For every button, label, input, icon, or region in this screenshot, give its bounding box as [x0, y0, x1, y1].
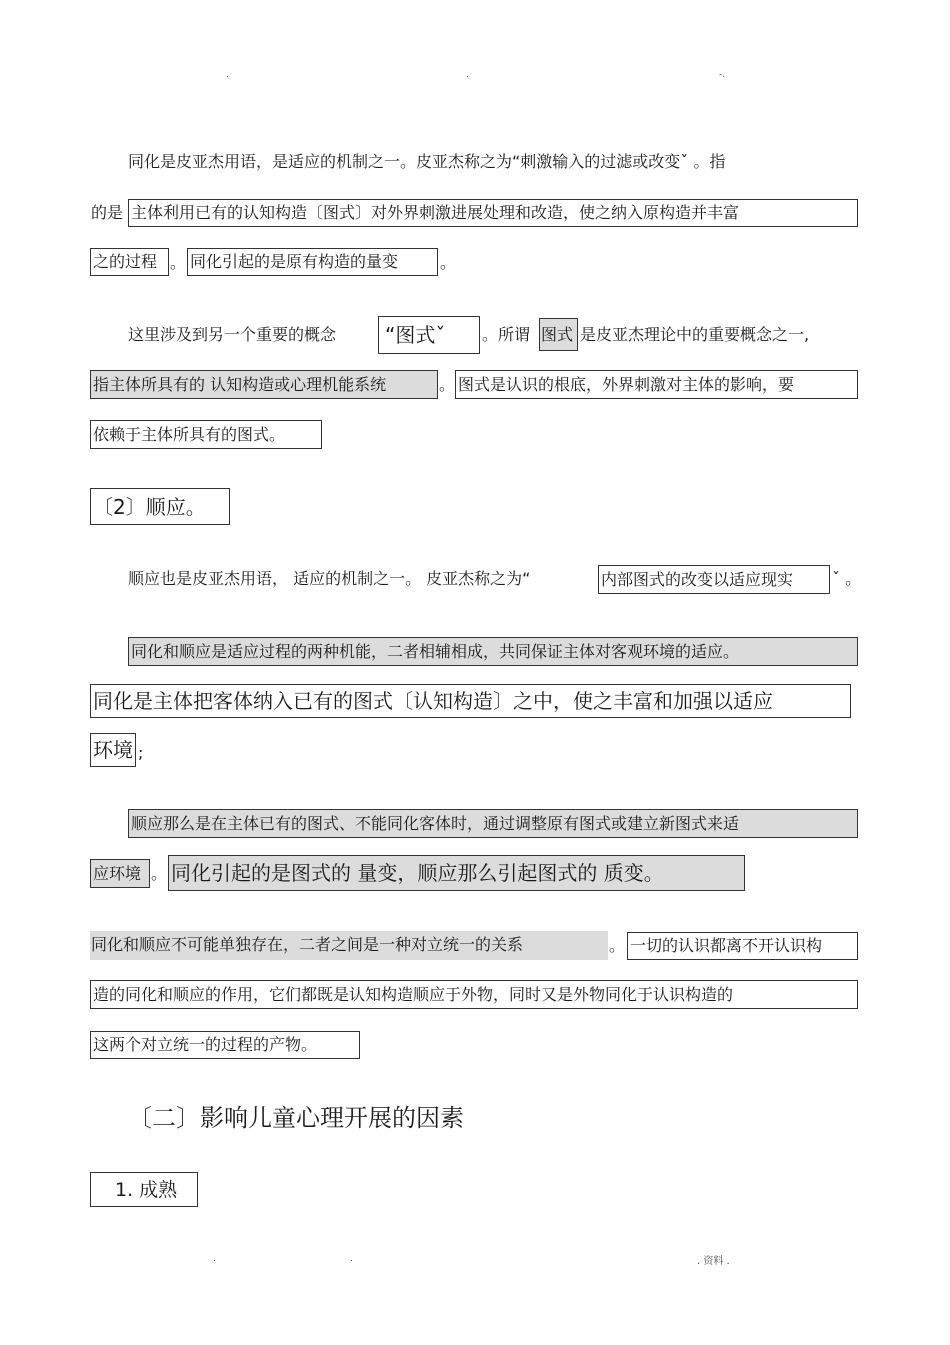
p1-box-a: [128, 199, 858, 227]
p1-line1: 同化是皮亚杰用语，是适应的机制之一。皮亚杰称之为“刺激输入的过滤或改变ˇ 。指: [128, 152, 726, 171]
p6-gray-text: 同化和顺应不可能单独存在，二者之间是一种对立统一的关系: [91, 935, 524, 954]
p4-big-text: 同化是主体把客体纳入已有的图式〔认知构造〕之中，使之丰富和加强以适应: [93, 689, 773, 713]
p5-sep: 。: [151, 864, 168, 883]
p3-box: [598, 565, 830, 594]
p6-box3: [90, 1031, 360, 1059]
p2-tail: 是皮亚杰理论中的重要概念之一,: [580, 325, 810, 344]
header-dot-1: .: [226, 70, 229, 80]
p4-gray-box: [128, 637, 858, 666]
p6-box3-text: 这两个对立统一的过程的产物。: [93, 1035, 318, 1054]
p4-tail-text: 环境: [93, 738, 133, 762]
p2-highlight-text: 图式: [541, 325, 574, 344]
p2-sep: 。: [439, 375, 456, 394]
p2-box-e: [90, 420, 322, 449]
p6-gray-box: [90, 931, 608, 960]
p4-semi: ;: [138, 743, 144, 762]
p4-tail-box: [90, 733, 136, 767]
p6-box2: [90, 980, 858, 1009]
p2-box-d-text: 图式是认识的根底，外界刺激对主体的影响，要: [458, 375, 795, 394]
p6-box2-text: 造的同化和顺应的作用，它们都既是认知构造顺应于外物，同时又是外物同化于认识构造的: [93, 985, 734, 1004]
p2-lead: 这里涉及到另一个重要的概念: [128, 325, 337, 344]
p1-end: 。: [440, 253, 457, 272]
p1-box-b: [90, 248, 169, 276]
p3-lead: 顺应也是皮亚杰用语， 适应的机制之一。 皮亚杰称之为“: [128, 569, 531, 588]
p2-concept-text: “图式ˇ: [385, 323, 446, 347]
p1-box-c: [187, 248, 438, 276]
p6-sep: 。: [609, 936, 626, 955]
p3-end: ˇ 。: [832, 569, 862, 588]
subsection-title: 1. 成熟: [115, 1179, 178, 1201]
p6-box1: [627, 932, 858, 960]
p1-sep: 。: [170, 253, 187, 272]
header-dot-3: -.: [719, 70, 726, 80]
p2-highlight-box: [539, 318, 578, 351]
p5-gray-box: [128, 809, 858, 838]
section-2-title-box: [90, 488, 230, 525]
p4-big-box: [90, 684, 851, 718]
p1-box-c-text: 同化引起的是原有构造的量变: [190, 252, 399, 271]
p3-box-text: 内部图式的改变以适应现实: [601, 570, 794, 589]
p2-def-text: 指主体所具有的 认知构造或心理机能系统: [93, 375, 387, 394]
p2-mid: 。所谓: [482, 325, 531, 344]
p1-box-a-text: 主体利用已有的认知构造〔图式〕对外界刺激进展处理和改造，使之纳入原构造并丰富: [131, 203, 740, 222]
section-heading: 〔二〕影响儿童心理开展的因素: [128, 1104, 464, 1132]
p5-tail-box: [90, 859, 150, 888]
footer-dot-2: .: [350, 1254, 353, 1264]
p2-def-box: [90, 370, 438, 399]
p5-big-text: 同化引起的是图式的 量变，顺应那么引起图式的 质变。: [171, 861, 664, 885]
footer-label: . 资料 .: [697, 1256, 730, 1267]
p5-big-box: [168, 855, 745, 891]
p2-box-e-text: 依赖于主体所具有的图式。: [93, 425, 286, 444]
p2-concept-box: [378, 316, 480, 354]
section-2-title: 〔2〕顺应。: [93, 495, 206, 519]
p6-box1-text: 一切的认识都离不开认识构: [630, 936, 823, 955]
footer-dot-1: .: [213, 1254, 216, 1264]
p4-gray-text: 同化和顺应是适应过程的两种机能，二者相辅相成，共同保证主体对客观环境的适应。: [131, 642, 740, 661]
header-dot-2: .: [466, 70, 469, 80]
p1-prefix: 的是: [91, 203, 124, 222]
p2-box-d: [455, 370, 858, 399]
p5-gray-text: 顺应那么是在主体已有的图式、不能同化客体时，通过调整原有图式或建立新图式来适: [131, 814, 740, 833]
p5-tail-text: 应环境: [93, 864, 142, 883]
p1-box-b-text: 之的过程: [93, 252, 158, 271]
subsection-box: [90, 1172, 198, 1207]
